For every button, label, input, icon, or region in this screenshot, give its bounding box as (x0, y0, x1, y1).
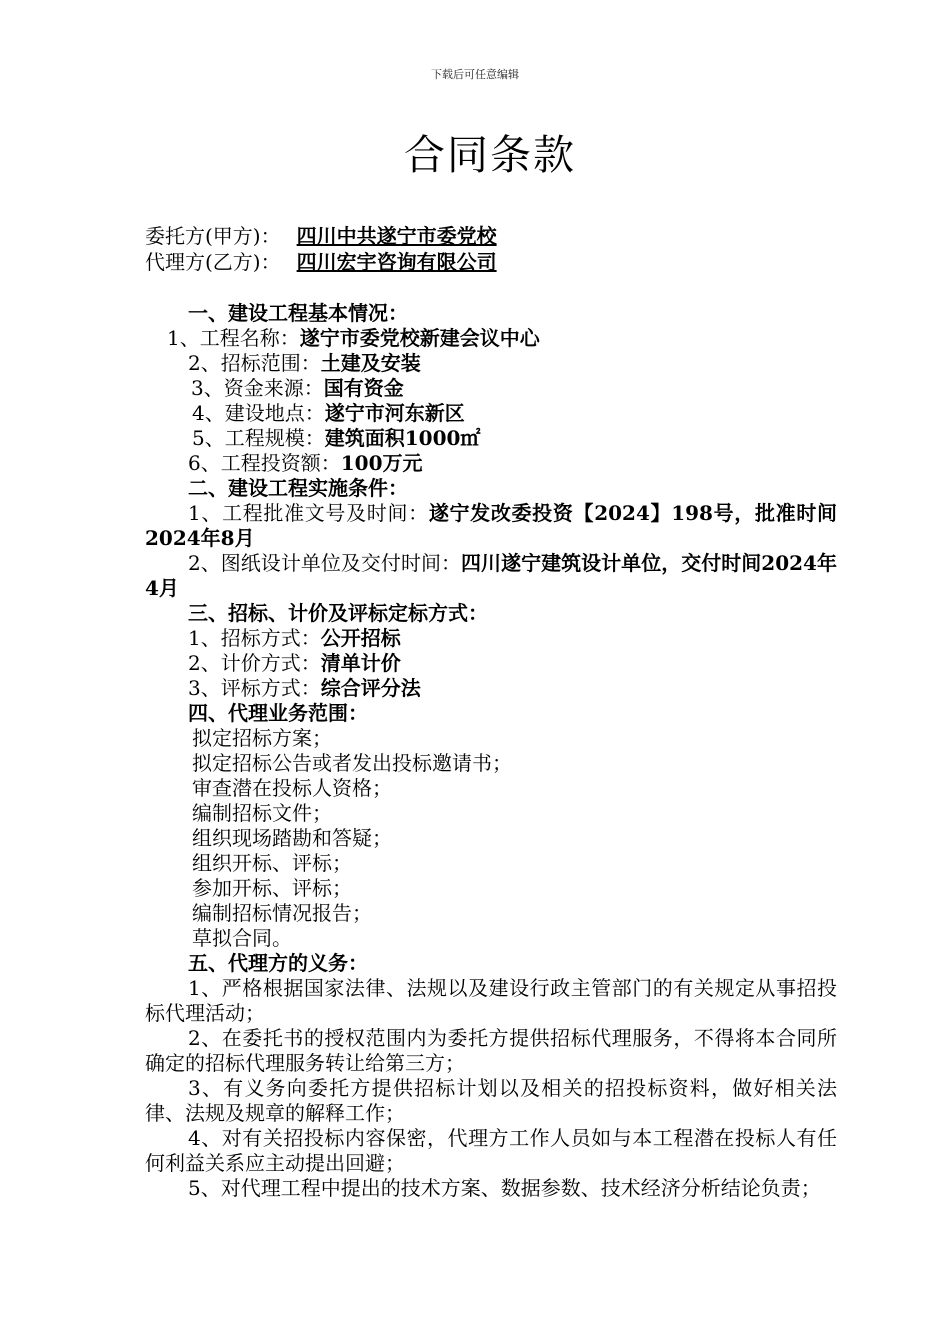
item-label: 6、工程投资额： (188, 451, 341, 475)
scope-list-item: 拟定招标方案； (192, 726, 332, 750)
bid-method-item (145, 626, 837, 651)
obligation-item: 3、有义务向委托方提供招标计划以及相关的招投标资料，做好相关法律、法规及规章的解释工作； (145, 1076, 837, 1125)
scope-list-item: 编制招标情况报告； (192, 901, 372, 925)
item-label: 2、招标范围： (188, 351, 321, 375)
item-label: 3、资金来源： (191, 376, 324, 400)
item-label: 4、建设地点： (192, 401, 325, 425)
scope-list-item: 拟定招标公告或者发出投标邀请书； (192, 751, 512, 775)
section-heading: 一、建设工程基本情况： (188, 301, 408, 325)
obligation-item: 2、在委托书的授权范围内为委托方提供招标代理服务，不得将本合同所确定的招标代理服务转让给第三方； (145, 1026, 837, 1075)
item-value: 遂宁发改委投资【2024】198号，批准时间2024年8月 (145, 501, 837, 550)
agent-row (145, 249, 497, 275)
scope-list-item: 参加开标、评标； (192, 876, 352, 900)
item-label: 2、图纸设计单位及交付时间： (188, 551, 462, 575)
item-label: 5、工程规模： (192, 426, 325, 450)
section-heading: 五、代理方的义务： (188, 951, 368, 975)
scale-item (145, 426, 837, 451)
parties-block (145, 223, 497, 275)
section-heading: 三、招标、计价及评标定标方式： (188, 601, 488, 625)
item-label: 2、计价方式： (188, 651, 321, 675)
item-value: 100万元 (340, 451, 423, 475)
item-value: 土建及安装 (320, 351, 421, 375)
scope-list-item: 编制招标文件； (192, 801, 332, 825)
item-label: 1、工程批准文号及时间： (188, 501, 429, 525)
scope-list-item: 草拟合同。 (192, 926, 292, 950)
scope-list-item: 审查潜在投标人资格； (192, 776, 392, 800)
client-row (145, 223, 497, 249)
item-value: 遂宁市河东新区 (324, 401, 465, 425)
contract-body (145, 301, 837, 1201)
client-label: 委托方(甲方)： (145, 224, 281, 248)
item-value: 清单计价 (320, 651, 401, 675)
bid-scope-item (145, 351, 837, 376)
section-heading: 四、代理业务范围： (188, 701, 368, 725)
agent-label: 代理方(乙方)： (145, 250, 281, 274)
project-name-item (145, 326, 837, 351)
investment-item (145, 451, 837, 476)
agent-value: 四川宏宇咨询有限公司 (296, 250, 497, 274)
item-label: 1、工程名称： (167, 326, 300, 350)
item-value: 四川遂宁建筑设计单位，交付时间2024年4月 (145, 551, 837, 600)
obligation-item: 1、严格根据国家法律、法规以及建设行政主管部门的有关规定从事招投标代理活动； (145, 976, 837, 1025)
item-value: 公开招标 (320, 626, 401, 650)
design-unit-item (145, 551, 837, 601)
evaluation-method-item (145, 676, 837, 701)
scope-list-item: 组织现场踏勘和答疑； (192, 826, 392, 850)
item-value: 综合评分法 (320, 676, 421, 700)
item-value: 国有资金 (323, 376, 404, 400)
item-value: 建筑面积1000㎡ (324, 426, 481, 450)
item-value: 遂宁市委党校新建会议中心 (299, 326, 540, 350)
section-heading: 二、建设工程实施条件： (188, 476, 408, 500)
client-value: 四川中共遂宁市委党校 (296, 224, 497, 248)
obligation-item: 5、对代理工程中提出的技术方案、数据参数、技术经济分析结论负责； (188, 1176, 821, 1200)
pricing-method-item (145, 651, 837, 676)
site-item (145, 401, 837, 426)
fund-source-item (145, 376, 837, 401)
item-label: 3、评标方式： (188, 676, 321, 700)
obligation-item: 4、对有关招投标内容保密，代理方工作人员如与本工程潜在投标人有任何利益关系应主动提出回避； (145, 1126, 837, 1175)
approval-item (145, 501, 837, 551)
item-label: 1、招标方式： (188, 626, 321, 650)
document-title: 合同条款 (404, 131, 576, 179)
scope-list-item: 组织开标、评标； (192, 851, 352, 875)
header-note: 下载后可任意编辑 (431, 68, 519, 81)
